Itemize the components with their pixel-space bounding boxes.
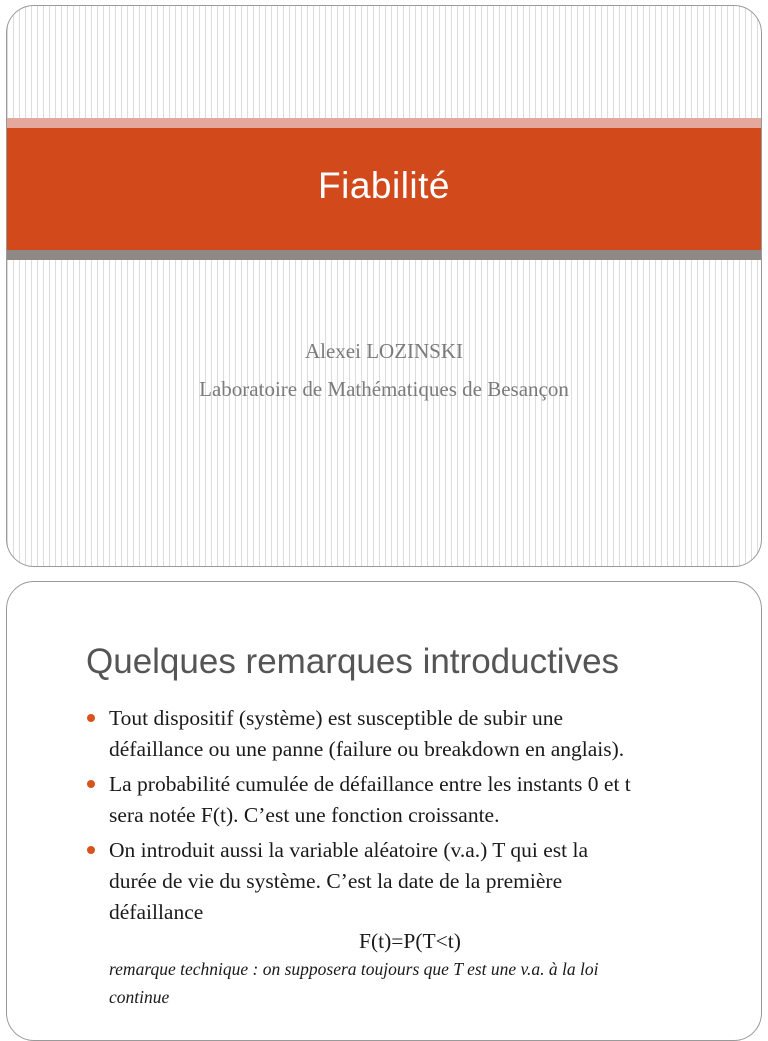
bullet-line: durée de vie du système. C’est la date de la première (109, 869, 563, 893)
content-slide (6, 581, 762, 1041)
title-band-bottom (7, 250, 761, 260)
remark-line: remarque technique : on supposera toujours que T est une v.a. à la loi (109, 959, 599, 979)
slide-title: Fiabilité (318, 165, 450, 206)
bullet-icon (87, 846, 95, 854)
bullet-line: défaillance ou une panne (failure ou breakdown en anglais). (109, 737, 625, 761)
title-band (7, 128, 761, 250)
author-block (7, 332, 761, 408)
list-item (85, 703, 735, 765)
bullet-icon (87, 714, 95, 722)
formula: F(t)=P(T<t) (359, 929, 461, 953)
title-band-top (7, 118, 761, 128)
bullet-icon (87, 780, 95, 788)
remark-line: continue (109, 987, 170, 1007)
slide-heading: Quelques remarques introductives (86, 642, 620, 681)
list-item (85, 835, 735, 957)
bullet-line: sera notée F(t). C’est une fonction croissante. (109, 803, 500, 827)
title-slide (6, 5, 762, 567)
bullet-list (85, 703, 735, 961)
bullet-line: On introduit aussi la variable aléatoire (v.a.) T qui est la (109, 838, 589, 862)
list-item (85, 769, 735, 831)
author-name: Alexei LOZINSKI (304, 339, 464, 363)
truncated-text (107, 1016, 727, 1022)
bullet-line: Tout dispositif (système) est susceptible de subir une (109, 706, 564, 730)
technical-remark (109, 955, 729, 1011)
author-affiliation: Laboratoire de Mathématiques de Besançon (199, 377, 569, 401)
bullet-line: défaillance (109, 900, 204, 924)
bullet-line: La probabilité cumulée de défaillance entre les instants 0 et t (109, 772, 631, 796)
